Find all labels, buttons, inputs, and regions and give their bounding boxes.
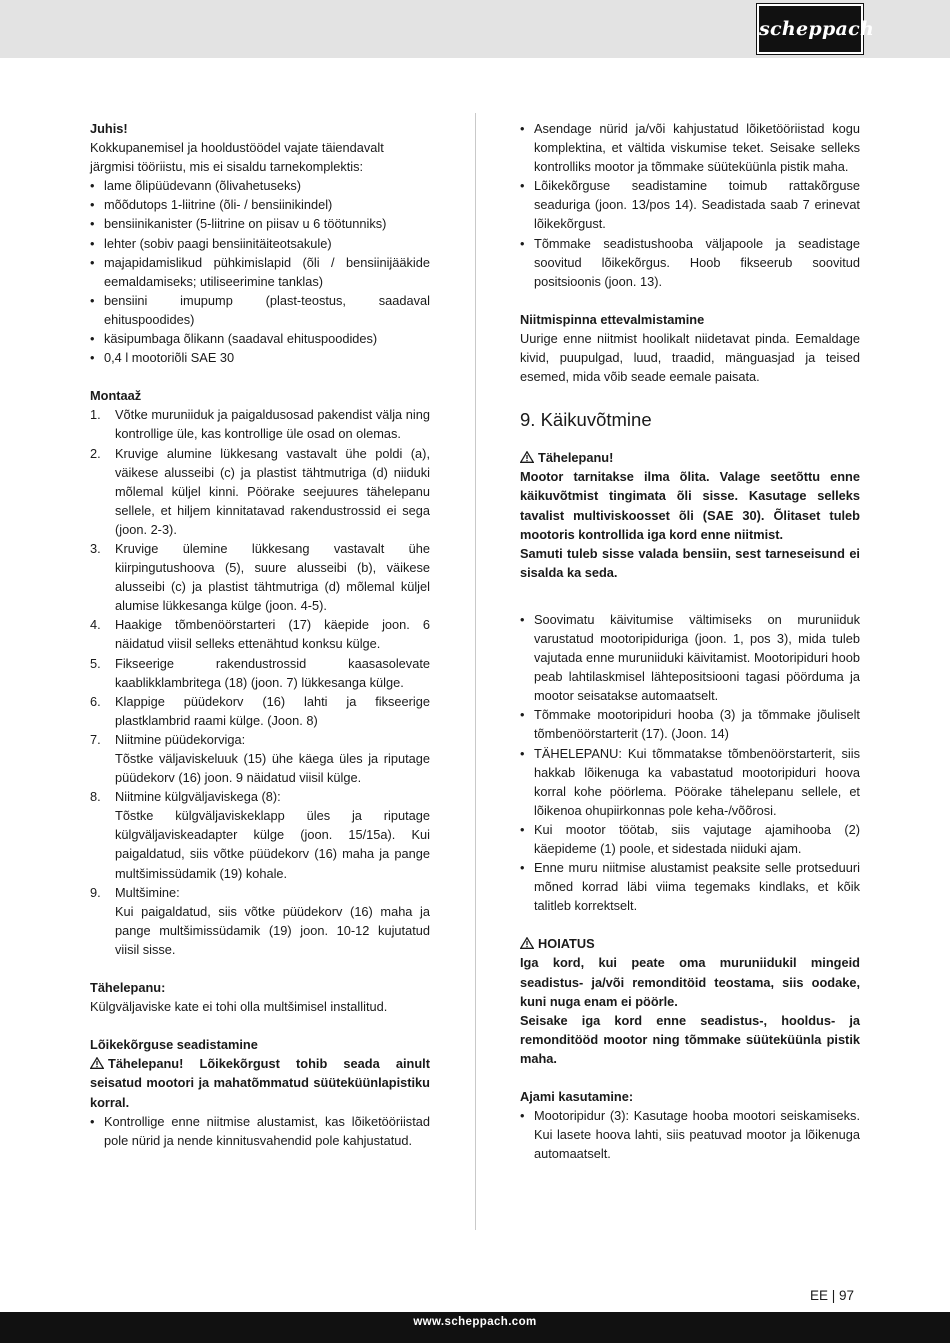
montaaz-step: [90, 615, 430, 653]
step-number: 8.: [90, 789, 101, 805]
list-item: • TÄHELEPANU: Kui tõmmatakse tõmbenöörstarterit, siis hakkab lõikenuga ka vabastatud mootoripiduri hoova korral kohe pöörlema. Pöörake tähelepanu sellele, et lõikenoa ohupiirkonnas pole keha-/võõrosi.: [520, 744, 860, 820]
list-item: • Tõmmake seadistushooba väljapoole ja seadistage soovitud lõikekõrgus. Hoob fikseerub soovitud positsioonis (joon. 13).: [520, 234, 860, 291]
list-item: • 0,4 l mootoriõli SAE 30: [90, 348, 430, 367]
list-item: • Tõmmake mootoripiduri hooba (3) ja tõmmake jõuliselt tõmbenöörstarterit (17). (Joon. 14): [520, 705, 860, 743]
list-item: • Mootoripidur (3): Kasutage hooba mootori seiskamiseks. Kui lasete hoova lahti, siis peatuvad mootor ja lõikenuga automaatselt.: [520, 1106, 860, 1163]
step-text: Fikseerige rakendustrossid kaasasolevate kaablikklambritega (18) (joon. 7) lükkesanga külge.: [115, 655, 430, 690]
montaaz-step: [90, 883, 430, 959]
montaaz-step: [90, 444, 430, 539]
step-number: 1.: [90, 407, 101, 423]
warning-triangle-icon: [520, 451, 534, 463]
step-text: Võtke muruniiduk ja paigaldusosad pakendist välja ning kontrollige üle, kas kontrollige üle osad on olemas.: [115, 407, 430, 442]
montaaz-step: [90, 654, 430, 692]
list-item: • Kui mootor töötab, siis vajutage ajamihooba (2) käepideme (1) poole, et sidestada niiduki ajam.: [520, 820, 860, 858]
step-number: 6.: [90, 693, 101, 709]
niitmispinna-title: Niitmispinna ettevalmistamine: [520, 311, 705, 327]
step-number: 9.: [90, 884, 101, 900]
warning-triangle-icon: [520, 937, 534, 949]
step-text: Klappige püüdekorv (16) lahti ja fikseerige plastklambrid raami külge. (Joon. 8): [115, 693, 430, 728]
tahelepanu-title: Tähelepanu:: [90, 980, 166, 996]
juhis-title: Juhis!: [90, 121, 128, 136]
footer-url[interactable]: www.scheppach.com: [413, 1316, 537, 1328]
column-divider: [475, 113, 476, 1230]
step-number: 7.: [90, 731, 101, 747]
ajami-list: [520, 1106, 860, 1163]
warning-triangle-icon: [90, 1057, 104, 1069]
left-column: [90, 119, 430, 1150]
step-text: Multšimine: Kui paigaldatud, siis võtke püüdekorv (16) maha ja pange multšimissüdamik (19) joon. 10-12 kujutatud viisil sisse.: [115, 884, 430, 957]
step-number: 3.: [90, 540, 101, 556]
kaikuvotmine-list: [520, 610, 860, 916]
step-text: Kruvige alumine lükkesang vastavalt ühe poldi (a), väikese alusseibi (c) ja plastist tähtmutriga (d) niiduki mõlemal küljel kinni. Pöörake seejuures tähelepanu sellele, et hiljem kinnitatavad rakendustrossid ei sega (joon. 2-3).: [115, 445, 430, 537]
loikekorgus-list: [90, 1112, 430, 1150]
warning-text-oil: Mootor tarnitakse ilma õlita. Valage seetõttu enne käikuvõtmist tingimata õli sisse. Kasutage selleks tavalist multiviskoosset õli (SAE 30). Õlitaset tuleb mootoris kontrollida iga kord enne niitmist.: [520, 469, 860, 542]
step-number: 5.: [90, 655, 101, 671]
step-text: Kruvige ülemine lükkesang vastavalt ühe kiirpingutushoova (5), suure alusseibi (b), väikese alusseibi (c) ja plastist tähtmutriga (d) mõlemal küljel alumise lükkesanga külge (joon. 4-5).: [115, 540, 430, 614]
hoiatus-text-wait: Iga kord, kui peate oma muruniidukil mingeid seadistus- ja/või remonditöid teostama, siis oodake, kuni nuga enam ei pöörle.: [520, 955, 860, 1009]
warning-title-hoiatus: HOIATUS: [520, 934, 860, 953]
juhis-list: [90, 176, 430, 367]
list-item: • bensiini imupump (plast-teostus, saadaval ehituspoodides): [90, 291, 430, 329]
list-item: • Enne muru niitmise alustamist peaksite selle protseduuri mõned korrad läbi viima tegemaks kindlaks, et kõik talitleb korrektselt.: [520, 858, 860, 915]
montaaz-title: Montaaž: [90, 388, 142, 404]
step-text: Niitmine külgväljaviskega (8): Tõstke külgväljaviskeklapp üles ja riputage külgväljaviskeadapter külge (joon. 15/15a). Kui paigaldatud, siis võtke püüdekorv (16) maha ja pange multšimissüdamik (19) kohale.: [115, 789, 430, 881]
loikekorgus-title: Lõikekõrguse seadistamine: [90, 1037, 258, 1053]
loikekorgus-list-continued: [520, 119, 860, 291]
loikekorgus-warning: Tähelepanu! Lõikekõrgust tohib seada ainult seisatud mootori ja mahatõmmatud süüteküünlapistiku korral.: [90, 1056, 430, 1110]
list-item: • majapidamislikud pühkimislapid (õli / bensiinijääkide eemaldamiseks; utiliseerimine tanklas): [90, 253, 430, 291]
list-item: • käsipumbaga õlikann (saadaval ehituspoodides): [90, 329, 430, 348]
list-item: • Lõikekõrguse seadistamine toimub rattakõrguse seaduriga (joon. 13/pos 14). Seadistada saab 7 erinevat lõikekõrgust.: [520, 176, 860, 233]
list-item: • bensiinikanister (5-liitrine on piisav u 6 töötunniks): [90, 214, 430, 233]
list-item: • mõõdutops 1-liitrine (õli- / bensiinikindel): [90, 195, 430, 214]
list-item: • Asendage nürid ja/või kahjustatud lõiketööriistad kogu komplektina, et vältida viskumise teket. Seisake selleks kontrolliks mootor ja tõmmake süüteküünla pistik maha.: [520, 119, 860, 176]
juhis-intro: Kokkupanemisel ja hooldustöödel vajate täiendavalt järgmisi tööriistu, mis ei sisaldu tarnekomplektis:: [90, 140, 384, 175]
step-number: 4.: [90, 617, 101, 633]
montaaz-step: [90, 539, 430, 615]
step-number: 2.: [90, 445, 101, 461]
section-heading-kaikuvotmine: 9. Käikuvõtmine: [520, 409, 652, 431]
list-item: • lame õlipüüdevann (õlivahetuseks): [90, 176, 430, 195]
list-item: • Kontrollige enne niitmise alustamist, kas lõiketööriistad pole nürid ja nende kinnitusvahendid pole kahjustatud.: [90, 1112, 430, 1150]
montaaz-step: [90, 730, 430, 787]
montaaz-steps: [90, 405, 430, 959]
list-item: • Soovimatu käivitumise vältimiseks on muruniiduk varustatud mootoripiduriga (joon. 1, pos 3), mida tuleb vajutada enne muruniiduki käivitamist. Mootoripiduri hoob peab lahtilaskmisel lähtepositsiooni tagasi pöörduma ja mootor seisatakse automaatselt.: [520, 610, 860, 705]
niitmispinna-text: Uurige enne niitmist hoolikalt niidetavat pinda. Eemaldage kivid, puupulgad, luud, traadid, mänguasjad ja teised esemed, mida võib seade eemale paisata.: [520, 330, 860, 385]
tahelepanu-text: Külgväljaviske kate ei tohi olla multšimisel installitud.: [90, 999, 388, 1015]
scheppach-logo: scheppach: [757, 4, 863, 54]
right-column: [520, 119, 860, 1163]
list-item: • lehter (sobiv paagi bensiinitäiteotsakule): [90, 234, 430, 253]
montaaz-step: [90, 405, 430, 443]
step-text: Haakige tõmbenöörstarteri (17) käepide joon. 6 näidatud viisil selleks ettenähtud konksu külge.: [115, 617, 430, 652]
ajami-title: Ajami kasutamine:: [520, 1089, 634, 1105]
montaaz-step: [90, 692, 430, 730]
hoiatus-text-stop: Seisake iga kord enne seadistus-, hooldus- ja remonditööd mootor ning tõmmake süüteküünla pistik maha.: [520, 1012, 860, 1066]
page-number: EE | 97: [810, 1288, 855, 1303]
warning-title-tahelepanu: Tähelepanu!: [520, 448, 860, 467]
step-text: Niitmine püüdekorviga: Tõstke väljaviskeluuk (15) ühe käega üles ja riputage püüdekorv (16) joon. 9 näidatud viisil külge.: [115, 731, 430, 786]
montaaz-step: [90, 787, 430, 882]
warning-text-fuel: Samuti tuleb sisse valada bensiin, sest tarneseisund ei sisalda ka seda.: [520, 545, 860, 580]
